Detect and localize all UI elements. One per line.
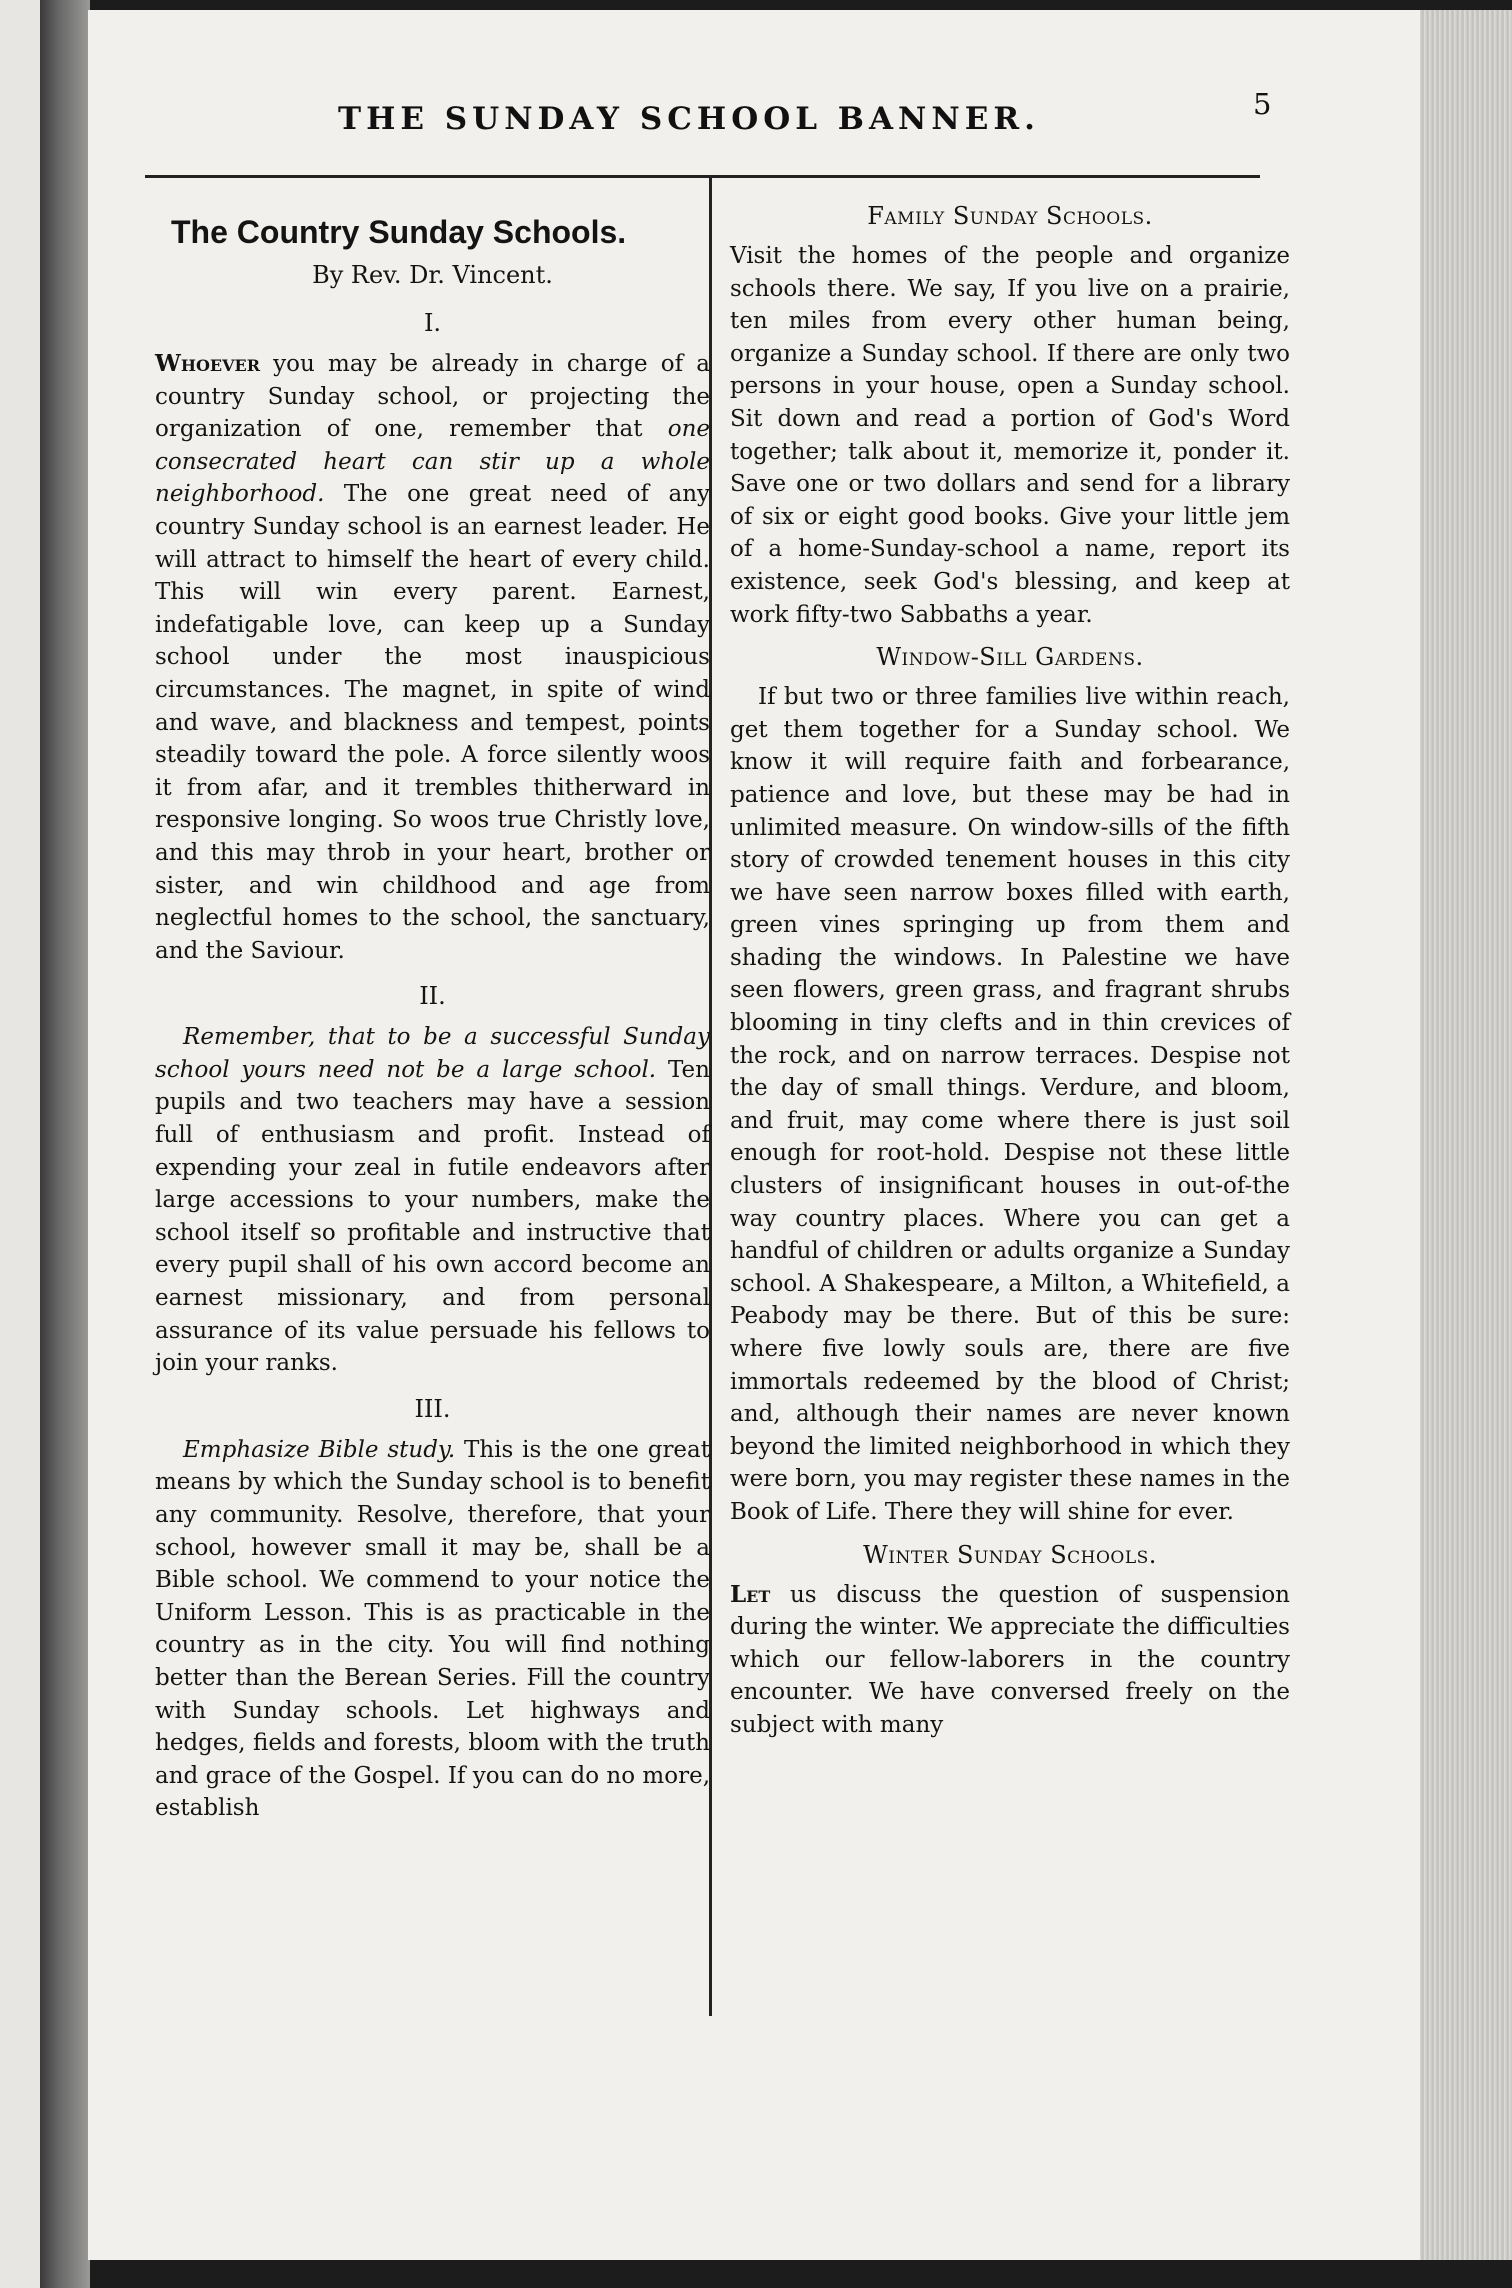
section-number-3: III.	[414, 1394, 451, 1423]
heading-winter-sunday-schools: Winter Sunday Schools.	[863, 1540, 1157, 1569]
winter-paragraph	[730, 1579, 1290, 1742]
section-3-paragraph	[155, 1434, 710, 1825]
section-number-1: I.	[423, 309, 442, 337]
lead-word: Whoever	[155, 350, 260, 377]
running-title: THE SUNDAY SCHOOL BANNER.	[338, 101, 1040, 137]
italic-text: one consecrated heart can stir up a whole neighborhood.	[155, 416, 710, 508]
body-text: us discuss the question of suspension during the winter. We appreciate the difficulties which our fellow-laborers in the country encounter. We have conversed freely on the subject with many	[730, 1581, 1290, 1738]
family-paragraph: Visit the homes of the people and organize schools there. We say, If you live on a prairie, ten miles from every other human being, organize a Sunday school. If there are only two persons in your house, open a Sunday school. Sit down and read a portion of God's Word together; talk about it, memorize it, ponder it. Save one or two dollars and send for a library of six or eight good books. Give your little jem of a home-Sunday-school a name, report its existence, seek God's blessing, and keep at work fifty-two Sabbaths a year.	[730, 243, 1290, 628]
header-rule	[145, 175, 1260, 178]
italic-text: Emphasize Bible study.	[183, 1436, 456, 1463]
body-text: This is the one great means by which the Sunday school is to benefit any community. Resolve, therefore, that your school, however small it may be, shall be a Bible school. We commend to your notice the Uniform Lesson. This is as practicable in the country as in the city. You will find nothing better than the Berean Series. Fill the country with Sunday schools. Let highways and hedges, fields and forests, bloom with the truth and grace of the Gospel. If you can do no more, establish	[155, 1436, 710, 1822]
body-text: Ten pupils and two teachers may have a session full of enthusiasm and profit. Instead of expending your zeal in futile endeavors after large accessions to your numbers, make the school itself so profitable and instructive that every pupil shall of his own accord become an earnest missionary, and from personal assurance of its value persuade his fellows to join your ranks.	[155, 1056, 710, 1377]
left-column	[155, 210, 710, 1825]
heading-family-sunday-schools: Family Sunday Schools.	[867, 202, 1153, 230]
byline: By Rev. Dr. Vincent.	[312, 261, 553, 289]
body-text: The one great need of any country Sunday school is an earnest leader. He will attract to himself the heart of every child. This will win every parent. Earnest, indefatigable love, can keep up a Sunday school under the most inauspicious circumstances. The magnet, in spite of wind and wave, and blackness and tempest, points steadily toward the pole. A force silently woos it from afar, and it trembles thitherward in responsive longing. So woos true Christly love, and this may throb in your heart, brother or sister, and win childhood and age from neglectful homes to the school, the sanctuary, and the Saviour.	[155, 481, 710, 964]
italic-text: Remember, that to be a successful Sunday school yours need not be a large school.	[155, 1024, 710, 1083]
heading-window-sill-gardens: Window-Sill Gardens.	[876, 643, 1144, 672]
article-title: The Country Sunday Schools.	[171, 214, 627, 250]
section-1-paragraph	[155, 348, 710, 967]
page-stack-edge	[1420, 10, 1512, 2260]
section-2-paragraph	[155, 1021, 710, 1380]
window-sill-paragraph: If but two or three families live within reach, get them together for a Sunday school. We know it will require faith and forbearance, patience and love, but these may be had in unlimited measure. On window-sills of the fifth story of crowded tenement houses in this city we have seen narrow boxes filled with earth, green vines springing up from them and shading the windows. In Palestine we have seen flowers, green grass, and fragrant shrubs blooming in tiny clefts and in thin crevices of the rock, and on narrow terraces. Despise not the day of small things. Verdure, and bloom, and fruit, may come where there is just soil enough for root-hold. Despise not these little clusters of insignificant houses in out-of-the way country places. Where you can get a handful of children or adults organize a Sunday school. A Shakespeare, a Milton, a Whitefield, a Peabody may be there. But of this be sure: where five lowly souls are, there are five immortals redeemed by the blood of Christ; and, although their names are never known beyond the limited neighborhood in which they were born, you may register these names in the Book of Life. There they will shine for ever.	[730, 684, 1290, 1525]
lead-word: Let	[730, 1580, 771, 1608]
adjacent-page-edge	[0, 0, 40, 2288]
right-column	[730, 190, 1290, 1742]
book-gutter	[40, 0, 90, 2288]
page-number: 5	[1253, 87, 1272, 121]
section-number-2: II.	[419, 982, 446, 1011]
page-header	[88, 85, 1272, 145]
body-text: you may be already in charge of a country Sunday school, or projecting the organization of one, remember that	[155, 351, 710, 443]
